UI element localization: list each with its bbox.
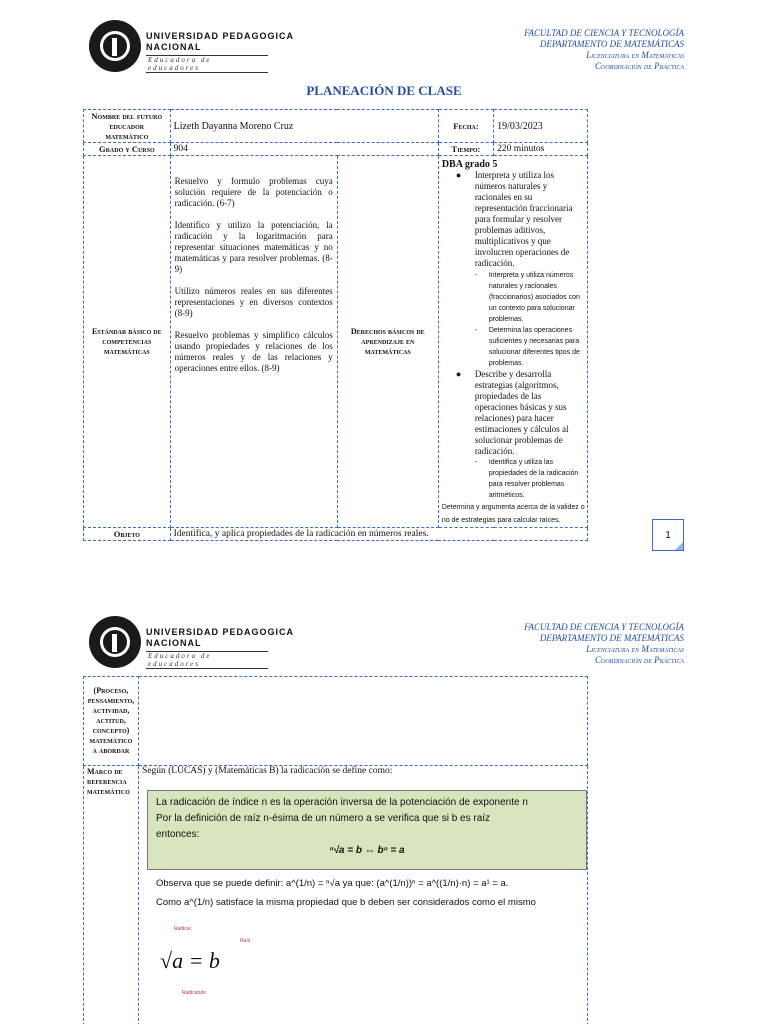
university-line2: NACIONAL	[146, 42, 202, 52]
department-name-2: DEPARTAMENTO DE MATEMÁTICAS	[539, 633, 684, 643]
radical-diagram	[158, 926, 587, 1006]
como-line: Como a^(1/n) satisface la misma propiedad que b deben ser considerados como el mismo	[156, 897, 536, 908]
objective-value: Identifica, y aplica propiedades de la radicación en números reales.	[170, 528, 587, 541]
dba-bullet-1: ● Interpreta y utiliza los números naturales y racionales en su representación fraccionaria para formular y resolver problemas aditivos, multiplicativos y que involucren operaciones de radicación.	[455, 170, 573, 268]
framework-label: Marco de referencia matemático	[84, 766, 139, 1024]
faculty-name: FACULTAD DE CIENCIA Y TECNOLOGÍA	[524, 28, 684, 38]
faculty-name-2: FACULTAD DE CIENCIA Y TECNOLOGÍA	[524, 622, 684, 632]
faculty-header-2	[524, 622, 684, 666]
plan-table	[83, 109, 588, 541]
framework-cell	[139, 766, 588, 1024]
university-logo	[89, 20, 141, 72]
department-name: DEPARTAMENTO DE MATEMÁTICAS	[539, 39, 684, 49]
standard-1: Resuelvo y formulo problemas cuya solución requiere de la potenciación o radicación. (6-7)	[174, 176, 333, 208]
label-radicand: Radicando	[182, 990, 206, 996]
time-value: 220 minutos	[494, 143, 588, 156]
faculty-header	[524, 28, 684, 72]
time-label: Tiempo:	[438, 143, 493, 156]
dba-cell	[438, 156, 587, 528]
page-number: 1	[665, 529, 671, 541]
coordination-name-2: Coordinación de Práctica	[595, 655, 684, 665]
grade-label: Grado y Curso	[84, 143, 171, 156]
standard-2: Identifico y utilizo la potenciación, la radicación y la logaritmación para representar situaciones matemáticas y no matemáticas y para resolver problemas. (8-9)	[174, 220, 333, 274]
standards-cell	[170, 156, 337, 528]
university-name	[146, 31, 294, 53]
process-value	[139, 677, 588, 766]
observe-line: Observa que se puede definir: a^(1/n) = ⁿ√a ya que: (a^(1/n))ⁿ = a^((1/n)·n) = a¹ = a.	[156, 878, 509, 889]
definition-line3: entonces:	[156, 829, 200, 840]
coordination-name: Coordinación de Práctica	[595, 61, 684, 71]
university-line1-2: UNIVERSIDAD PEDAGOGICA	[146, 627, 295, 637]
label-radical: Radical	[174, 926, 191, 932]
dba-label: Derechos básicos de aprendizaje en matemáticas	[337, 156, 438, 528]
standard-4: Resuelvo problemas y simplifico cálculos usando propiedades y relaciones de los números reales y de las relaciones y operaciones entre ellos. (8-9)	[174, 330, 333, 373]
definition-box	[147, 790, 587, 870]
process-label: (Proceso, pensamiento, actividad, actitud, concepto) matemático a abordar	[84, 677, 139, 766]
page2-table	[83, 676, 588, 1024]
name-value: Lizeth Dayanna Moreno Cruz	[170, 110, 438, 143]
dba-final: Determina y argumenta acerca de la validez o no de estrategias para calcular raíces.	[441, 504, 585, 524]
definition-line2: Por la definición de raíz n-ésima de un número a se verifica que si b es raíz	[156, 813, 491, 824]
dba-sub-1a: - Interpreta y utiliza números naturales y racionales (fraccionarios) asociados con un contexto para solucionar problemas.	[474, 272, 580, 323]
dba-sub-2a: - Identifica y utiliza las propiedades de la radicación para resolver problemas aritméticos.	[474, 459, 579, 499]
university-line1: UNIVERSIDAD PEDAGOGICA	[146, 31, 295, 41]
dba-sub-1b: - Determina las operaciones suficientes y necesarias para solucionar diferentes tipos de problemas.	[474, 327, 580, 367]
definition-formula: ⁿ√a = b ⇔ bⁿ = a	[329, 845, 405, 856]
program-name: Licenciatura en Matemáticas	[586, 50, 684, 60]
date-value: 19/03/2023	[494, 110, 588, 143]
dba-title: DBA grado 5	[441, 159, 498, 170]
standard-3: Utilizo números reales en sus diferentes representaciones y en diversos contextos (8-9)	[174, 286, 333, 318]
page2-table-wrap	[83, 676, 588, 1024]
page-title: PLANEACIÓN DE CLASE	[306, 83, 462, 98]
standard-label: Estándar básico de competencias matemáticas	[84, 156, 171, 528]
name-label: Nombre del futuro educador matemático	[84, 110, 171, 143]
framework-intro: Según (LUCAS) y (Matemáticas B) la radicación se define como:	[142, 766, 393, 776]
diagram-formula: √a = b	[160, 948, 220, 973]
objective-label: Objeto	[84, 528, 171, 541]
program-name-2: Licenciatura en Matemáticas	[586, 644, 684, 654]
dba-bullet-2: ● Describe y desarrolla estrategias (algoritmos, propiedades de las operaciones básicas y sus relaciones) para hacer estimaciones y cálculos al solucionar problemas de radicación.	[455, 369, 569, 456]
date-label: Fecha:	[438, 110, 493, 143]
label-index: Raíz	[240, 938, 251, 944]
university-name-2	[146, 627, 294, 649]
definition-line1: La radicación de índice n es la operación inversa de la potenciación de exponente n	[156, 797, 528, 808]
university-tagline-2: Educadora de educadores	[146, 651, 268, 669]
page-number-badge	[652, 519, 684, 551]
university-line2-2: NACIONAL	[146, 638, 202, 648]
grade-value: 904	[170, 143, 438, 156]
university-logo-2	[89, 616, 141, 668]
university-tagline: Educadora de educadores	[146, 55, 268, 73]
